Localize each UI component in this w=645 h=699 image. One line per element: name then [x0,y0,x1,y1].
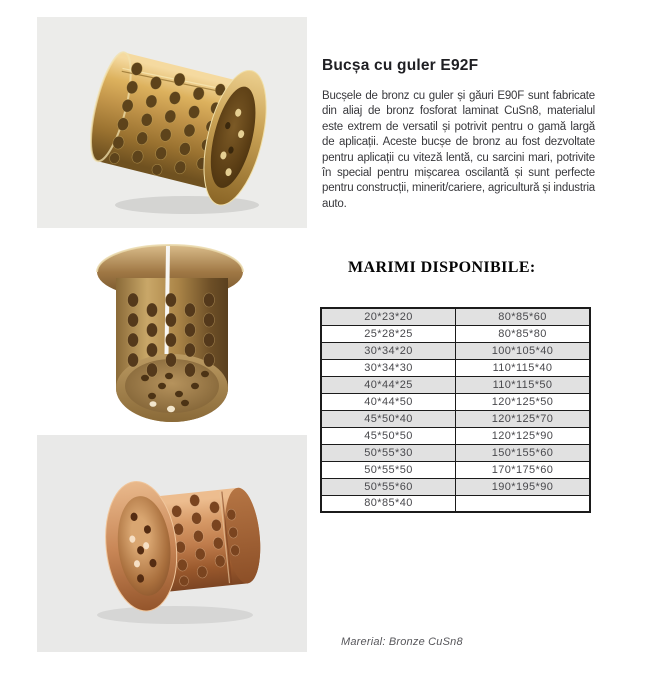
table-row [321,308,590,325]
product-description: Bucșele de bronz cu guler și găuri E90F sunt fabricate din aliaj de bronz fosforat laminat CuSn8, materialul este extrem de versatil și potrivit pentru o gamă largă de aplicații. Aceste bucșe de bronz au fost dezvoltate pentru aplicații cu viteză lentă, cu sarcini mari, potrivite în special pentru mișcarea oscilantă și sunt perfecte pentru construcții, minerit/cariere, agricultură și industria auto. [322,90,595,210]
size-cell: 45*50*40 [321,410,456,427]
size-cell: 190*195*90 [456,478,591,495]
size-cell: 100*105*40 [456,342,591,359]
size-cell: 50*55*30 [321,444,456,461]
table-row [321,495,590,512]
table-row [321,461,590,478]
size-cell: 150*155*60 [456,444,591,461]
product-photo-bronze-bushing [37,228,307,435]
size-cell: 50*55*50 [321,461,456,478]
size-cell: 80*85*40 [321,495,456,512]
size-cell: 110*115*50 [456,376,591,393]
table-row [321,427,590,444]
size-cell: 20*23*20 [321,308,456,325]
table-row [321,376,590,393]
size-cell: 30*34*30 [321,359,456,376]
bronze-bushing-illustration [37,228,307,435]
size-cell: 120*125*90 [456,427,591,444]
table-row [321,359,590,376]
table-row [321,325,590,342]
table-row [321,444,590,461]
table-row [321,478,590,495]
size-cell: 30*34*20 [321,342,456,359]
product-photo-brass-bushing [37,17,307,228]
size-cell: 120*125*70 [456,410,591,427]
brass-bushing-illustration [37,17,307,228]
size-cell: 50*55*60 [321,478,456,495]
size-cell: 110*115*40 [456,359,591,376]
table-row [321,393,590,410]
size-cell: 25*28*25 [321,325,456,342]
table-row [321,410,590,427]
size-cell: 45*50*50 [321,427,456,444]
size-cell: 40*44*25 [321,376,456,393]
size-cell: 170*175*60 [456,461,591,478]
available-sizes-heading: MARIMI DISPONIBILE: [348,259,536,276]
product-photo-copper-bushing [37,435,307,652]
size-cell: 80*85*80 [456,325,591,342]
copper-bushing-illustration [37,435,307,652]
page-title: Bucșa cu guler E92F [322,57,479,74]
material-note: Marerial: Bronze CuSn8 [341,636,463,648]
size-cell: 40*44*50 [321,393,456,410]
size-cell [456,495,591,512]
sizes-table [320,307,591,513]
table-row [321,342,590,359]
size-cell: 80*85*60 [456,308,591,325]
size-cell: 120*125*50 [456,393,591,410]
